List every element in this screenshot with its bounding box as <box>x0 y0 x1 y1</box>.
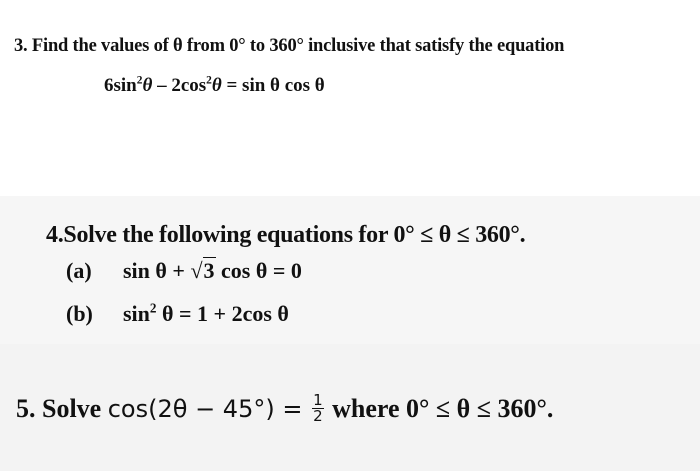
question-3-equation <box>104 75 325 97</box>
sqrt-symbol <box>190 258 215 284</box>
part-b-label: (b) <box>66 301 93 326</box>
part-b-expr: θ = 1 + 2cos θ <box>156 301 289 326</box>
fraction-numerator: 1 <box>313 390 323 409</box>
part-a-expr: cos θ = 0 <box>215 258 302 283</box>
q3-eq-part: 6sin <box>104 75 137 96</box>
part-b-expr: sin <box>123 301 150 326</box>
q3-eq-part: = sin θ cos θ <box>221 75 325 96</box>
q5-prefix: 5. Solve <box>16 394 108 423</box>
question-3-panel <box>0 0 700 196</box>
part-a-label: (a) <box>66 258 92 283</box>
question-3-text: 3. Find the values of θ from 0° to 360° inclusive that satisfy the equation <box>14 36 565 56</box>
q3-eq-theta: θ <box>142 75 153 96</box>
q5-fraction <box>312 390 324 425</box>
question-5-text <box>16 390 554 427</box>
q5-expression: cos(2θ − 45°) = <box>107 395 311 423</box>
sqrt-sign: √ <box>190 258 203 283</box>
q3-eq-sup: 2 <box>136 74 143 87</box>
q3-eq-sup: 2 <box>206 74 212 87</box>
question-4-part-a <box>66 258 302 284</box>
sqrt-radicand: 3 <box>203 258 215 283</box>
q3-eq-theta: θ <box>211 75 222 96</box>
part-a-expr: sin θ + <box>123 258 191 283</box>
fraction-denominator: 2 <box>313 406 323 425</box>
question-4-part-b <box>66 301 289 327</box>
q3-eq-part: – 2cos <box>152 75 207 96</box>
part-b-sup: 2 <box>149 300 157 316</box>
q5-suffix: where 0° ≤ θ ≤ 360°. <box>325 394 554 423</box>
question-4-text: 4.Solve the following equations for 0° ≤ θ ≤ 360°. <box>46 222 526 248</box>
